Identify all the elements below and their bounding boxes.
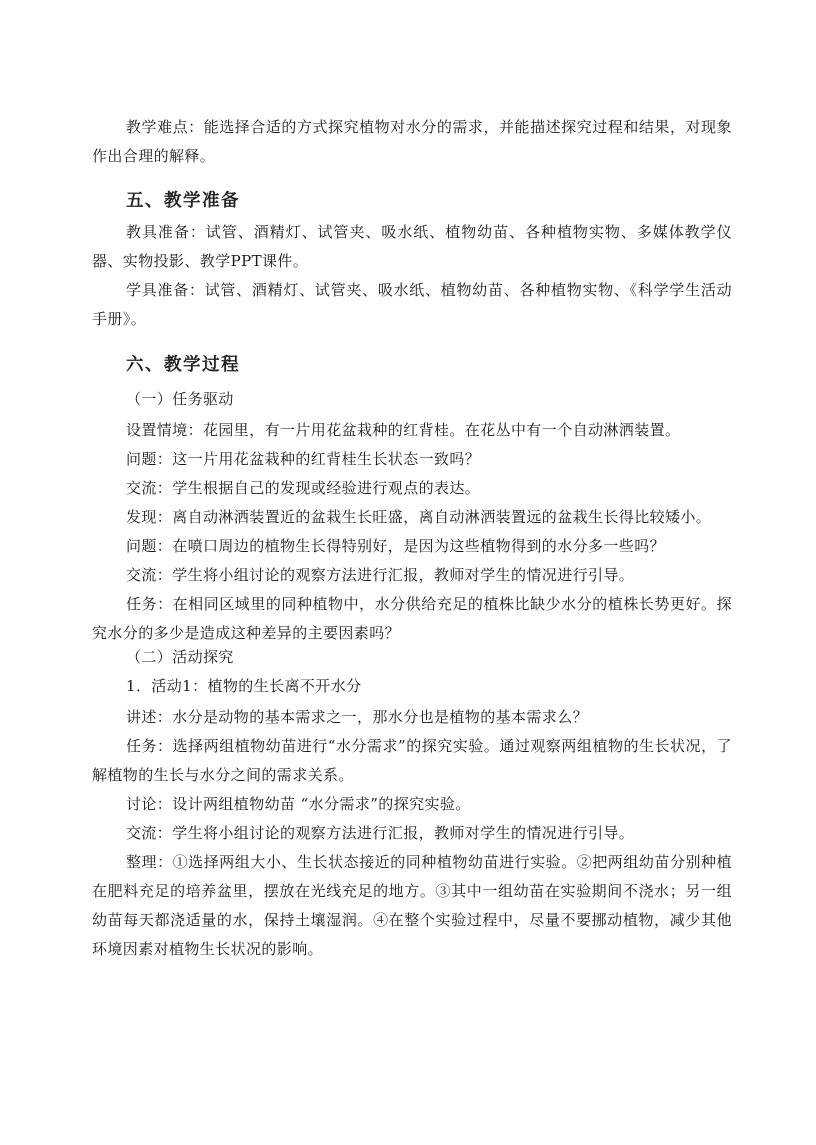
task-paragraph: 任务：在相同区域里的同种植物中，水分供给充足的植株比缺少水分的植株长势更好。探究水分的多少是造成这种差异的主要因素吗？ bbox=[92, 595, 732, 642]
discovery-paragraph: 发现：离自动淋洒装置近的盆栽生长旺盛，离自动淋洒装置远的盆栽生长得比较矮小。 bbox=[126, 508, 712, 526]
activity-exchange-paragraph: 交流：学生将小组讨论的观察方法进行汇报，教师对学生的情况进行引导。 bbox=[126, 824, 635, 842]
scenario-paragraph: 设置情境：花园里，有一片用花盆栽种的红背桂。在花丛中有一个自动淋洒装置。 bbox=[126, 421, 681, 439]
teacher-prep-paragraph: 教具准备：试管、酒精灯、试管夹、吸水纸、植物幼苗、各种植物实物、多媒体教学仪器、实物投影、教学PPT课件。 bbox=[92, 223, 732, 270]
activity-task-paragraph: 任务：选择两组植物幼苗进行“水分需求”的探究实验。通过观察两组植物的生长状况，了解植物的生长与水分之间的需求关系。 bbox=[92, 737, 732, 784]
question-paragraph-2: 问题：在喷口周边的植物生长得特别好，是因为这些植物得到的水分多一些吗？ bbox=[126, 537, 666, 555]
exchange-paragraph: 交流：学生根据自己的发现或经验进行观点的表达。 bbox=[126, 479, 481, 497]
exchange-paragraph-2: 交流：学生将小组讨论的观察方法进行汇报，教师对学生的情况进行引导。 bbox=[126, 566, 635, 584]
section-6-title: 六、教学过程 bbox=[126, 355, 240, 375]
question-paragraph: 问题：这一片用花盆栽种的红背桂生长状态一致吗？ bbox=[126, 450, 481, 468]
section-5-title: 五、教学准备 bbox=[126, 191, 240, 211]
teaching-difficulty-paragraph: 教学难点：能选择合适的方式探究植物对水分的需求，并能描述探究过程和结果，对现象作出合理的解释。 bbox=[92, 118, 732, 165]
summary-paragraph: 整理：①选择两组大小、生长状态接近的同种植物幼苗进行实验。②把两组幼苗分别种植在肥料充足的培养盆里，摆放在光线充足的地方。③其中一组幼苗在实验期间不浇水；另一组幼苗每天都浇适量的水，保持土壤湿润。④在整个实验过程中，尽量不要挪动植物，减少其他环境因素对植物生长状况的影响。 bbox=[92, 853, 732, 958]
part-2-title: （二）活动探究 bbox=[126, 648, 234, 666]
discussion-paragraph: 讨论：设计两组植物幼苗 “水分需求”的探究实验。 bbox=[126, 795, 471, 813]
narration-paragraph: 讲述：水分是动物的基本需求之一，那水分也是植物的基本需求么？ bbox=[126, 708, 589, 726]
activity-1-title: 1．活动1：植物的生长离不开水分 bbox=[126, 677, 362, 695]
student-prep-paragraph: 学具准备：试管、酒精灯、试管夹、吸水纸、植物幼苗、各种植物实物、《科学学生活动手册》。 bbox=[92, 281, 732, 328]
part-1-title: （一）任务驱动 bbox=[126, 390, 234, 408]
